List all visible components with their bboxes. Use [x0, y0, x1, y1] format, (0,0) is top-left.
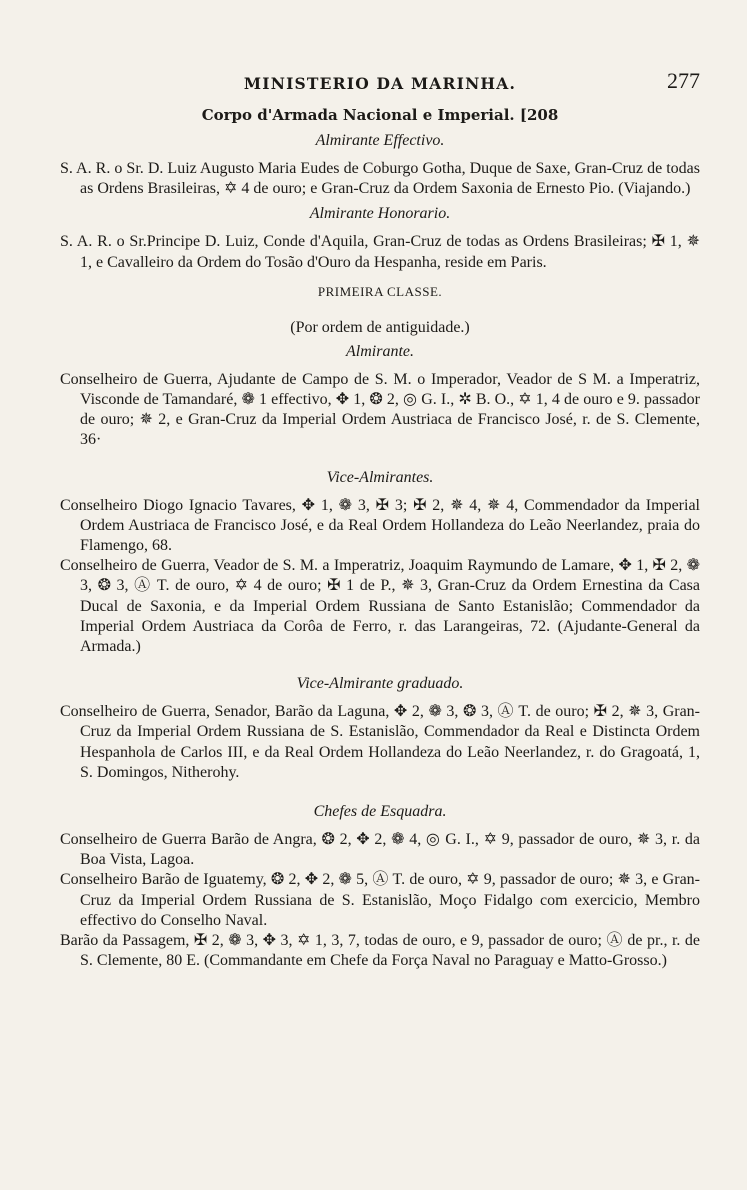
heading-primeira-classe: PRIMEIRA CLASSE. — [317, 283, 443, 299]
entry-vice-graduado: Conselheiro de Guerra, Senador, Barão da Laguna, ✥ 2, ❁ 3, ❂ 3, Ⓐ T. de ouro; ✠ 2, ✵ 3, Gran-Cruz da Imperial Ordem Russiana de S. Estanislão, Commendador da Real e Distincta Ordem Hespanhola de Carlos III, e da Real Ordem Hollandeza do Leão Neerlandez, r. do Gragoatá, 1, S. Domingos, Nitherohy. — [60, 703, 701, 781]
heading-chefes-de-esquadra: Chefes de Esquadra. — [313, 803, 447, 821]
entry-chefe-1: Conselheiro de Guerra Barão de Angra, ❂ 2, ✥ 2, ❁ 4, ◎ G. I., ✡ 9, passador de ouro, ✵ 3, r. da Boa Vista, Lagoa. — [60, 831, 700, 869]
entry-chefe-3: Barão da Passagem, ✠ 2, ❁ 3, ✥ 3, ✡ 1, 3, 7, todas de ouro, e 9, passador de ouro; Ⓐ de pr., r. de S. Clemente, 80 E. (Commandante em Chefe da Força Naval no Paraguay e Matto-Grosso.) — [60, 932, 700, 970]
heading-almirante-honorario: Almirante Honorario. — [309, 205, 451, 223]
section-title: Corpo d'Armada Nacional e Imperial. [208 — [201, 106, 559, 124]
entry-vice-almirante-2: Conselheiro de Guerra, Veador de S. M. a Imperatriz, Joaquim Raymundo de Lamare, ✥ 1, ✠ 2, ❁ 3, ❂ 3, Ⓐ T. de ouro, ✡ 4 de ouro; ✠ 1 de P., ✵ 3, Gran-Cruz da Ordem Ernestina da Casa Ducal de Saxonia, e da Imperial Ordem Russiana de Santo Estanislão; Commendador da Imperial Ordem Austriaca da Corôa de Ferro, r. das Larangeiras, 72. (Ajudante-General da Armada.) — [60, 557, 700, 656]
heading-vice-almirantes: Vice-Almirantes. — [326, 468, 434, 486]
entry-vice-almirante-1: Conselheiro Diogo Ignacio Tavares, ✥ 1, ❁ 3, ✠ 3; ✠ 2, ✵ 4, ✵ 4, Commendador da Imperial Ordem Austriaca de Francisco José, e da Real Ordem Hollandeza do Leão Neerlandez, praia do Flamengo, 68. — [60, 496, 700, 555]
document-page — [60, 68, 700, 971]
heading-vice-almirante-graduado: Vice-Almirante graduado. — [296, 675, 464, 693]
entry-almirante: Conselheiro de Guerra, Ajudante de Campo de S. M. o Imperador, Veador de S M. a Imperatriz, Visconde de Tamandaré, ❁ 1 effectivo, ✥ 1, ❂ 2, ◎ G. I., ✲ B. O., ✡ 1, 4 de ouro e 9. passador de ouro; ✵ 2, e Gran-Cruz da Imperial Ordem Austriaca de Francisco José, r. de S. Clemente, 36· — [60, 370, 701, 449]
running-head — [60, 68, 700, 94]
entry-honorario: S. A. R. o Sr.Principe D. Luiz, Conde d'Aquila, Gran-Cruz de todas as Ordens Brasileiras; ✠ 1, ✵ 1, e Cavalleiro da Ordem do Tosão d'Ouro da Hespanha, reside em Paris. — [60, 233, 700, 271]
heading-almirante: Almirante. — [346, 342, 414, 360]
running-title: MINISTERIO DA MARINHA. — [243, 74, 517, 93]
entry-effectivo: S. A. R. o Sr. D. Luiz Augusto Maria Eudes de Coburgo Gotha, Duque de Saxe, Gran-Cruz de todas as Ordens Brasileiras, ✡ 4 de ouro; e Gran-Cruz da Ordem Saxonia de Ernesto Pio. (Viajando.) — [60, 160, 700, 198]
entry-chefe-2: Conselheiro Barão de Iguatemy, ❂ 2, ✥ 2, ❁ 5, Ⓐ T. de ouro, ✡ 9, passador de ouro; ✵ 3, e Gran-Cruz da Imperial Ordem Russiana de S. Estanislão, Moço Fidalgo com exercicio, Membro effectivo do Conselho Naval. — [60, 871, 700, 929]
order-note: (Por ordem de antiguidade.) — [290, 318, 470, 336]
page-number: 277 — [667, 68, 700, 93]
heading-almirante-effectivo: Almirante Effectivo. — [315, 132, 445, 149]
